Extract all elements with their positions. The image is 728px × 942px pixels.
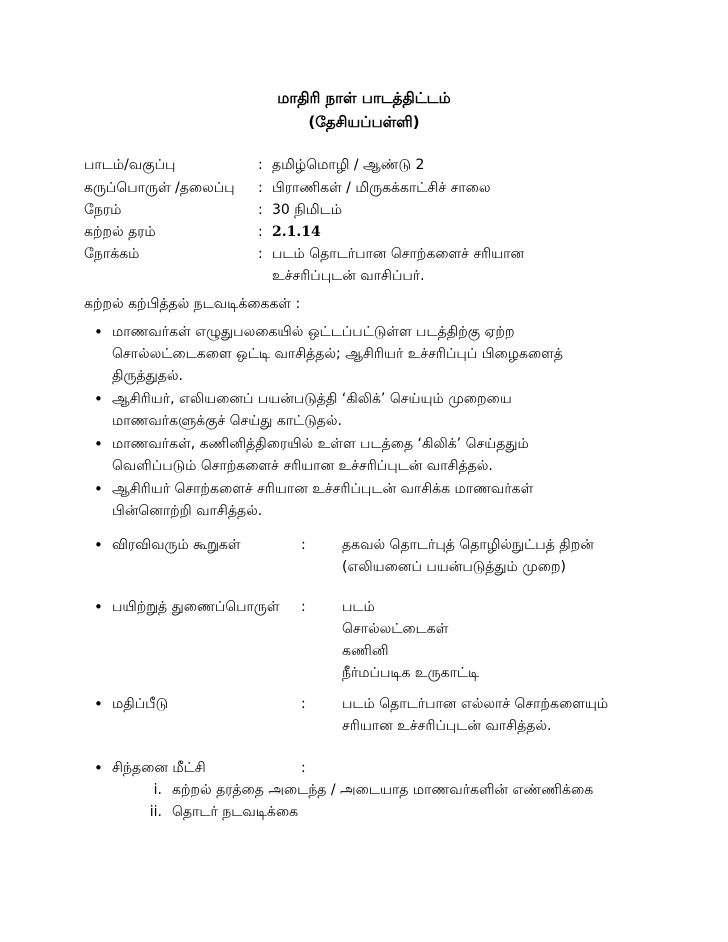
section-sep: : <box>301 537 306 553</box>
section-value-aid-1: படம் <box>342 599 375 615</box>
info-value-time: 30 நிமிடம் <box>272 202 343 218</box>
info-value-objective-line1: படம் தொடர்பான சொற்களைச் சரியான <box>272 246 525 262</box>
section-sep: : <box>301 599 306 615</box>
section-value-aid-2: சொல்லட்டைகள் <box>342 621 449 637</box>
reflection-num-1: i. <box>153 782 162 798</box>
activity-item-4-line2: பின்னொற்றி வாசித்தல். <box>112 503 263 519</box>
activities-heading: கற்றல் கற்பித்தல் நடவடிக்கைகள் : <box>84 296 301 312</box>
activity-item-3-line2: வெளிப்படும் சொற்களைச் சரியான உச்சரிப்புடன் வாசித்தல். <box>112 458 493 474</box>
section-label-reflection: • சிந்தனை மீட்சி <box>112 758 206 778</box>
activity-item-4-line1: • ஆசிரியர் சொற்களைச் சரியான உச்சரிப்புடன் வாசிக்க மாணவர்கள் <box>112 479 533 499</box>
section-sep: : <box>301 696 306 712</box>
info-label-subject: பாடம்/வகுப்பு <box>84 157 176 173</box>
info-sep: : <box>258 180 263 196</box>
activity-item-2-line2: மாணவர்களுக்குச் செய்து காட்டுதல். <box>112 413 342 429</box>
section-value-crosscurricular-2: (எலியனைப் பயன்படுத்தும் முறை) <box>342 559 567 575</box>
info-sep: : <box>258 246 263 262</box>
section-label-crosscurricular: • விரவிவரும் கூறுகள் <box>112 535 241 555</box>
reflection-item-1: கற்றல் தரத்தை அடைந்த / அடையாத மாணவர்களின் எண்ணிக்கை <box>172 782 594 798</box>
activity-item-2-line1: • ஆசிரியர், எலியனைப் பயன்படுத்தி ‘கிலிக்’ செய்யும் முறையை <box>112 389 512 409</box>
info-value-objective-line2: உச்சரிப்புடன் வாசிப்பர். <box>272 268 425 284</box>
activity-item-1-line2: சொல்லட்டைகளை ஒட்டி வாசித்தல்; ஆசிரியர் உச்சரிப்புப் பிழைகளைத் <box>112 346 563 362</box>
info-value-subject: தமிழ்மொழி / ஆண்டு 2 <box>272 157 425 173</box>
info-label-objective: நோக்கம் <box>84 246 140 262</box>
info-label-standard: கற்றல் தரம் <box>84 224 156 240</box>
section-value-crosscurricular-1: தகவல் தொடர்புத் தொழில்நுட்பத் திறன் <box>342 537 594 553</box>
activity-item-1-line3: திருத்துதல். <box>112 368 183 384</box>
info-value-standard: 2.1.14 <box>272 224 321 240</box>
activity-item-1-line1: • மாணவர்கள் எழுதுபலகையில் ஒட்டப்பட்டுள்ள படத்திற்கு ஏற்ற <box>112 322 515 342</box>
page-subtitle: (தேசியப்பள்ளி) <box>308 113 420 131</box>
section-value-assessment-1: படம் தொடர்பான எல்லாச் சொற்களையும் <box>342 696 609 712</box>
activity-item-3-line1: • மாணவர்கள், கணினித்திரையில் உள்ள படத்தை ‘கிலிக்’ செய்ததும் <box>112 434 529 454</box>
section-label-teaching-aids: • பயிற்றுத் துணைப்பொருள் <box>112 597 279 617</box>
section-label-assessment: • மதிப்பீடு <box>112 694 168 714</box>
reflection-num-2: ii. <box>149 804 162 820</box>
section-value-assessment-2: சரியான உச்சரிப்புடன் வாசித்தல். <box>342 718 552 734</box>
info-label-theme: கருப்பொருள் /தலைப்பு <box>84 180 235 196</box>
info-sep: : <box>258 202 263 218</box>
info-sep: : <box>258 157 263 173</box>
page-title: மாதிரி நாள் பாடத்திட்டம் <box>277 89 451 107</box>
info-value-theme: பிராணிகள் / மிருகக்காட்சிச் சாலை <box>272 180 491 196</box>
info-label-time: நேரம் <box>84 202 122 218</box>
section-value-aid-3: கணினி <box>342 643 389 659</box>
reflection-item-2: தொடர் நடவடிக்கை <box>172 804 299 820</box>
info-sep: : <box>258 224 263 240</box>
section-sep: : <box>301 760 306 776</box>
section-value-aid-4: நீர்மப்படிக உருகாட்டி <box>342 665 480 681</box>
